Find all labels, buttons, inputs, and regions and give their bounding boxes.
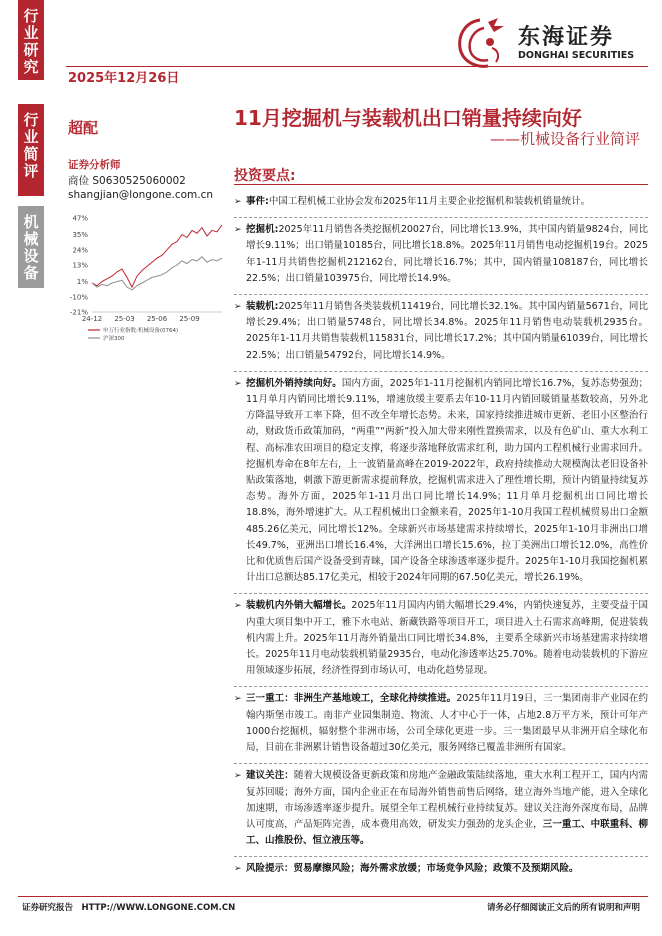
x-tick-label: 25-06 [146, 315, 168, 323]
analyst-name: 商俭 [68, 175, 89, 187]
list-item [234, 593, 648, 679]
list-item [234, 194, 648, 210]
item-heading: 事件: [246, 196, 269, 207]
item-heading: 挖掘机: [246, 224, 279, 236]
item-body: 随着大规模设备更新政策和房地产金融政策陆续落地，重大水利工程开工，国内内需复苏回暖；海外方面，国内企业正在布局海外销售前售后网络，建立海外当地产能，进入全球化加速期，市场渗透率逐步提升。展望全年工程机械行业持续复苏。建议关注海外深度布局，品牌认可度高，产品矩阵完善，成本费用高效，研发实力强劲的龙头企业， [246, 770, 648, 830]
logo-chinese-name: 东海证券 [518, 25, 615, 50]
report-subtitle: ——机械设备行业简评 [489, 130, 640, 148]
side-tab-char: 研 [23, 41, 39, 59]
side-tab-char: 行 [23, 111, 39, 129]
key-points-list [234, 194, 648, 885]
list-item [234, 217, 648, 287]
side-tab-char: 简 [23, 145, 39, 163]
series-line-2 [92, 257, 222, 290]
side-tab-industry-brief [18, 104, 44, 196]
section-heading: 投资要点: [234, 168, 296, 184]
side-tab-char: 行 [23, 7, 39, 25]
item-body: 2025年11月国内内销大幅增长29.4%，内销快速复苏，主要受益于国内重大项目集中开工，雅下水电站、新藏铁路等项目开工，项目进入土石需求高峰期，促进装载机内需上升。2025年11月海外销量出口同比增长34.8%，主要系全球新兴市场基建需求持续增长。2025年11月电动装载机销量2935台，电动化渗透率达25.70%。随着电动装载机的下游应用领域逐步拓展，经济性得到市场认可，电动化趋势显现。 [246, 600, 648, 677]
y-tick-label: 35% [72, 231, 88, 240]
performance-chart [66, 212, 226, 352]
item-heading: 建议关注： [246, 770, 294, 782]
logo-english-name: DONGHAI SECURITIES [518, 50, 635, 61]
side-tab-industry-research [18, 0, 44, 80]
rating-label: 超配 [68, 119, 99, 137]
section-divider [234, 184, 648, 185]
y-tick-label: 24% [72, 246, 88, 255]
report-date: 2025年12月26日 [68, 71, 180, 86]
report-title: 11月挖掘机与装载机出口销量持续向好 [234, 106, 582, 130]
list-item [234, 763, 648, 849]
item-body: 中国工程机械工业协会发布2025年11月主要企业挖掘机和装载机销量统计。 [268, 196, 591, 207]
y-tick-label: 47% [72, 214, 88, 223]
side-tab-machinery [18, 206, 44, 288]
item-body: 2025年11月19日，三一集团南非产业园在约翰内斯堡市竣工。南非产业园集制造、物流、人才中心于一体，占地2.8万平方米，预计可年产1000台挖掘机，辐射整个非洲市场，公司全球化更进一步。三一集团最早从非洲开启全球化布局，目前在非洲累计销售设备超过30亿美元，服务网络已覆盖非洲所有国家。 [246, 693, 648, 754]
side-tab-char: 业 [23, 24, 39, 42]
analyst-label: 证券分析师 [68, 159, 121, 171]
item-body: 2025年11月销售各类挖掘机20027台，同比增长13.9%，其中国内销量9824台，同比增长9.11%；出口销量10185台，同比增长18.8%。2025年11月销售电动挖掘机19台。2025年1-11月共销售挖掘机212162台，同比增长16.7%；其中，国内销量108187台，同比增长22.5%；出口销量103975台，同比增长14.9%。 [246, 224, 648, 284]
x-tick-label: 24-12 [81, 315, 103, 323]
analyst-name-cert [68, 173, 186, 188]
item-heading: 三一重工：非洲生产基地竣工，全球化持续推进。 [246, 693, 457, 705]
item-heading: 挖掘机外销持续向好。 [246, 377, 342, 389]
series-line-1 [92, 225, 222, 287]
y-tick-label: 13% [72, 261, 88, 270]
item-heading: 装载机: [246, 301, 279, 313]
footer-divider [18, 896, 648, 897]
side-tab-char: 备 [23, 264, 39, 282]
list-item [234, 294, 648, 364]
item-body: 2025年11月销售各类装载机11419台，同比增长32.1%。其中国内销量5671台，同比增长29.4%；出口销量5748台，同比增长34.8%。2025年11月销售电动装载机2935台。2025年1-11月共销售装载机115831台，同比增长17.2%；其中国内销量61039台，同比增长22.5%；出口销量54792台，同比增长14.9%。 [246, 301, 648, 361]
item-tail: 贸易摩擦风险；海外需求放缓；市场竞争风险；政策不及预期风险。 [293, 863, 579, 875]
side-tab-char: 评 [23, 162, 39, 180]
y-tick-label: 1% [76, 278, 88, 287]
side-tab-char: 究 [23, 58, 39, 76]
company-logo [450, 14, 640, 74]
y-tick-label: -10% [69, 293, 88, 302]
list-item [234, 371, 648, 587]
legend-label: 沪深300 [103, 336, 125, 342]
x-tick-label: 25-03 [114, 315, 135, 323]
item-heading: 装载机内外销大幅增长。 [246, 600, 352, 612]
side-tab-char: 械 [23, 230, 39, 248]
item-body: 国内方面，2025年1-11月挖掘机内销同比增长16.7%，复苏态势强劲；11月单月内销同比增长9.11%，增速放缓主要系去年10-11月内销回暖销量基数较高，另外北方降温导致开工率下降，但不改全年增长态势。未来，国家持续推进城市更新、老旧小区整治行动，财政货币政策加码，“两重”“两新”投入加大带来刚性置换需求，以及有色矿山、重大水利工程、高标准农田项目的稳定支撑，将逐步落地释放需求红利，助力国内工程机械行业需求回升。挖掘机寿命在8年左右，上一波销量高峰在2019-2022年，政府持续推动大规模淘汰老旧设备补贴政策落地，刺激下游更新需求提前释放，挖掘机需求进入了理性增长期，预计内销量持续复苏态势。海外方面，2025年1-11月出口同比增长14.9%；11月单月挖掘机出口同比增长18.8%，海外增速扩大。从工程机械出口金额来看，2025年1-10月我国工程机械贸易出口金额485.26亿美元，同比增长12%。全球新兴市场基建需求持续增长，2025年1-10月非洲出口增长49.7%，亚洲出口增长16.4%，大洋洲出口增长15.6%，拉丁美洲出口增长12.0%，高性价比和优质售后国产设备受到青睐，国产设备全球渗透率逐步提升。2025年1-10月我国挖掘机累计出口总额达85.17亿美元，相较于2024年同期的67.50亿美元，增长26.19%。 [246, 377, 648, 584]
chart-canvas [66, 212, 226, 352]
side-tab-char: 业 [23, 128, 39, 146]
x-tick-label: 25-09 [179, 315, 200, 323]
legend-label: 申万行业指数:机械设备(0764) [103, 328, 179, 334]
item-heading: 风险提示： [246, 863, 294, 875]
analyst-email: shangjian@longone.com.cn [68, 189, 214, 201]
list-item [234, 686, 648, 756]
footer-left: 证券研究报告 HTTP://WWW.LONGONE.COM.CN [22, 903, 236, 913]
side-tab-char: 机 [23, 213, 39, 231]
analyst-cert: S0630525060002 [92, 175, 186, 187]
footer-disclaimer: 请务必仔细阅读正文后的所有说明和声明 [486, 903, 640, 913]
side-tab-char: 设 [23, 247, 39, 265]
item-tail: 三一重工、中联重科、柳工、山推股份、恒立液压等。 [246, 818, 648, 847]
list-item [234, 856, 648, 877]
dragon-icon [450, 14, 514, 74]
y-tick-label: -21% [69, 308, 88, 317]
